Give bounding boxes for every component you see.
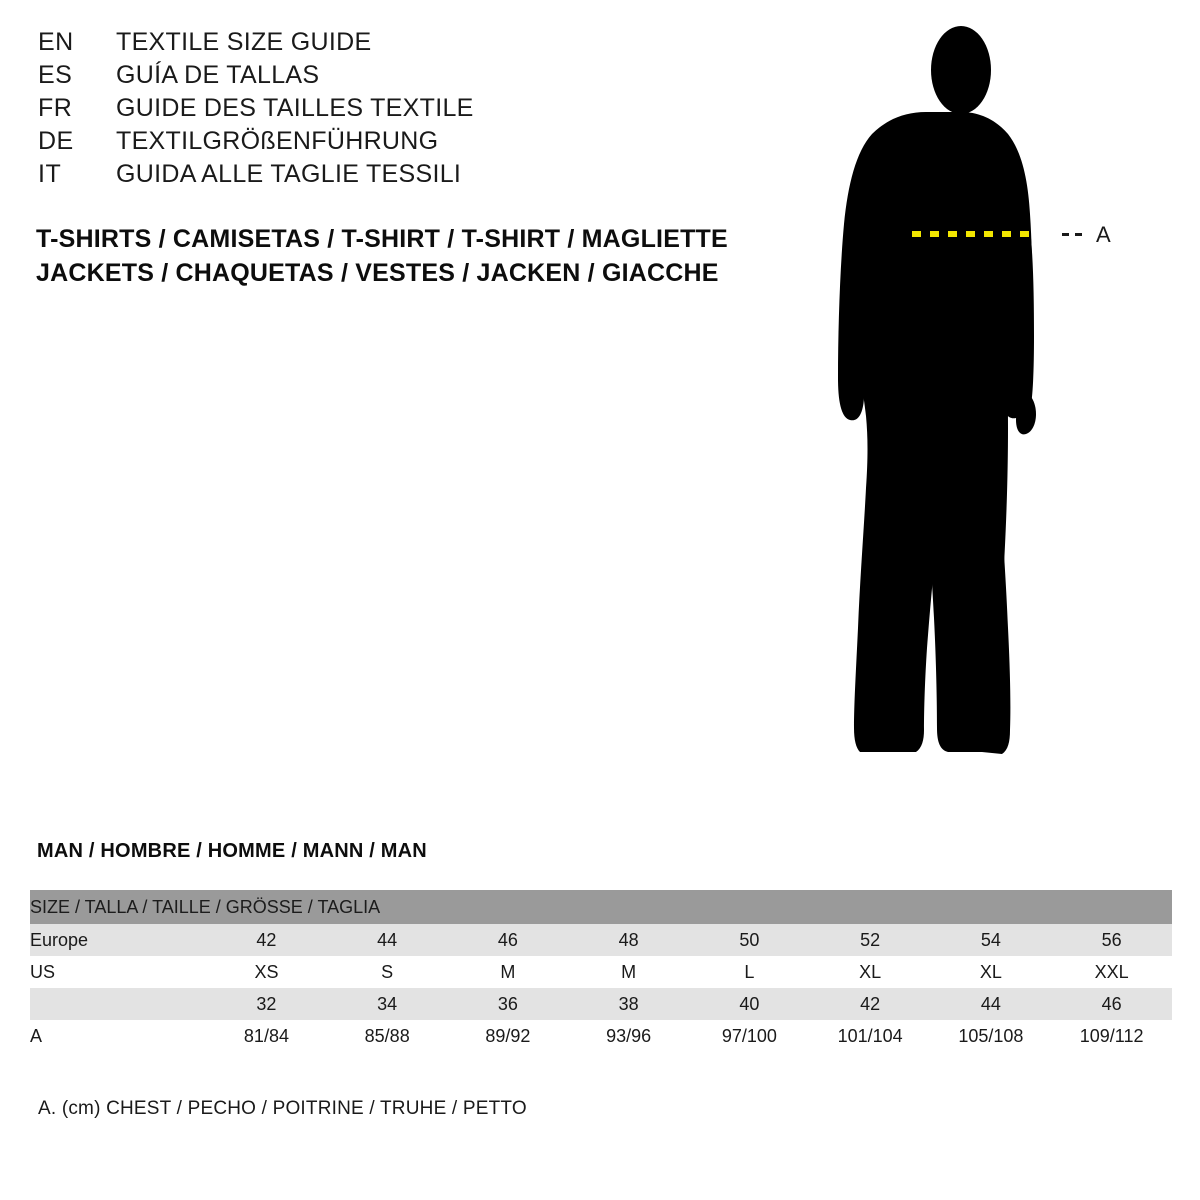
table-row [30,988,1172,1020]
row-label [30,988,206,1020]
cell: L [689,956,810,988]
cell: 109/112 [1051,1020,1172,1052]
cell: 44 [327,924,448,956]
cell: 40 [689,988,810,1020]
language-code: ES [38,61,73,89]
cell: XL [930,956,1051,988]
language-title: GUIDE DES TAILLES TEXTILE [116,94,474,122]
language-row [38,61,758,94]
row-label: A [30,1020,206,1052]
cell: 101/104 [810,1020,931,1052]
cell: 52 [810,924,931,956]
cell: 38 [568,988,689,1020]
row-label: US [30,956,206,988]
language-row [38,160,758,193]
measure-label-a: A [1096,222,1112,247]
cell: 42 [206,924,327,956]
cell: 105/108 [930,1020,1051,1052]
language-row [38,28,758,61]
row-label: Europe [30,924,206,956]
category-tshirts: T-SHIRTS / CAMISETAS / T-SHIRT / T-SHIRT / MAGLIETTE [36,225,728,253]
measure-leader-dash [1062,233,1088,236]
cell: 54 [930,924,1051,956]
cell: 50 [689,924,810,956]
footnote-chest: A. (cm) CHEST / PECHO / POITRINE / TRUHE / PETTO [38,1098,527,1119]
cell: XXL [1051,956,1172,988]
cell: M [568,956,689,988]
cell: 85/88 [327,1020,448,1052]
cell: 93/96 [568,1020,689,1052]
language-code: IT [38,160,62,188]
category-block [36,222,728,290]
language-row [38,127,758,160]
gender-title: MAN / HOMBRE / HOMME / MANN / MAN [37,840,427,862]
language-title: TEXTILGRÖßENFÜHRUNG [116,127,439,155]
cell: S [327,956,448,988]
cell: 97/100 [689,1020,810,1052]
table-header-label: SIZE / TALLA / TAILLE / GRÖSSE / TAGLIA [30,890,1172,924]
language-code: FR [38,94,73,122]
cell: 34 [327,988,448,1020]
cell: XL [810,956,931,988]
language-code: EN [38,28,74,56]
table-header-row [30,890,1172,924]
cell: 56 [1051,924,1172,956]
cell: 89/92 [448,1020,569,1052]
language-title: TEXTILE SIZE GUIDE [116,28,372,56]
male-silhouette-icon [830,18,1170,788]
cell: XS [206,956,327,988]
cell: M [448,956,569,988]
body-silhouette-figure [830,18,1170,788]
cell: 44 [930,988,1051,1020]
cell: 46 [448,924,569,956]
language-code: DE [38,127,74,155]
table-row [30,1020,1172,1052]
category-jackets: JACKETS / CHAQUETAS / VESTES / JACKEN / GIACCHE [36,259,719,287]
cell: 32 [206,988,327,1020]
language-row [38,94,758,127]
cell: 46 [1051,988,1172,1020]
table-row [30,924,1172,956]
cell: 36 [448,988,569,1020]
language-title: GUÍA DE TALLAS [116,61,320,89]
cell: 81/84 [206,1020,327,1052]
cell: 48 [568,924,689,956]
size-table [30,890,1172,1052]
cell: 42 [810,988,931,1020]
table-row [30,956,1172,988]
language-title: GUIDA ALLE TAGLIE TESSILI [116,160,462,188]
language-header-block [38,28,758,193]
